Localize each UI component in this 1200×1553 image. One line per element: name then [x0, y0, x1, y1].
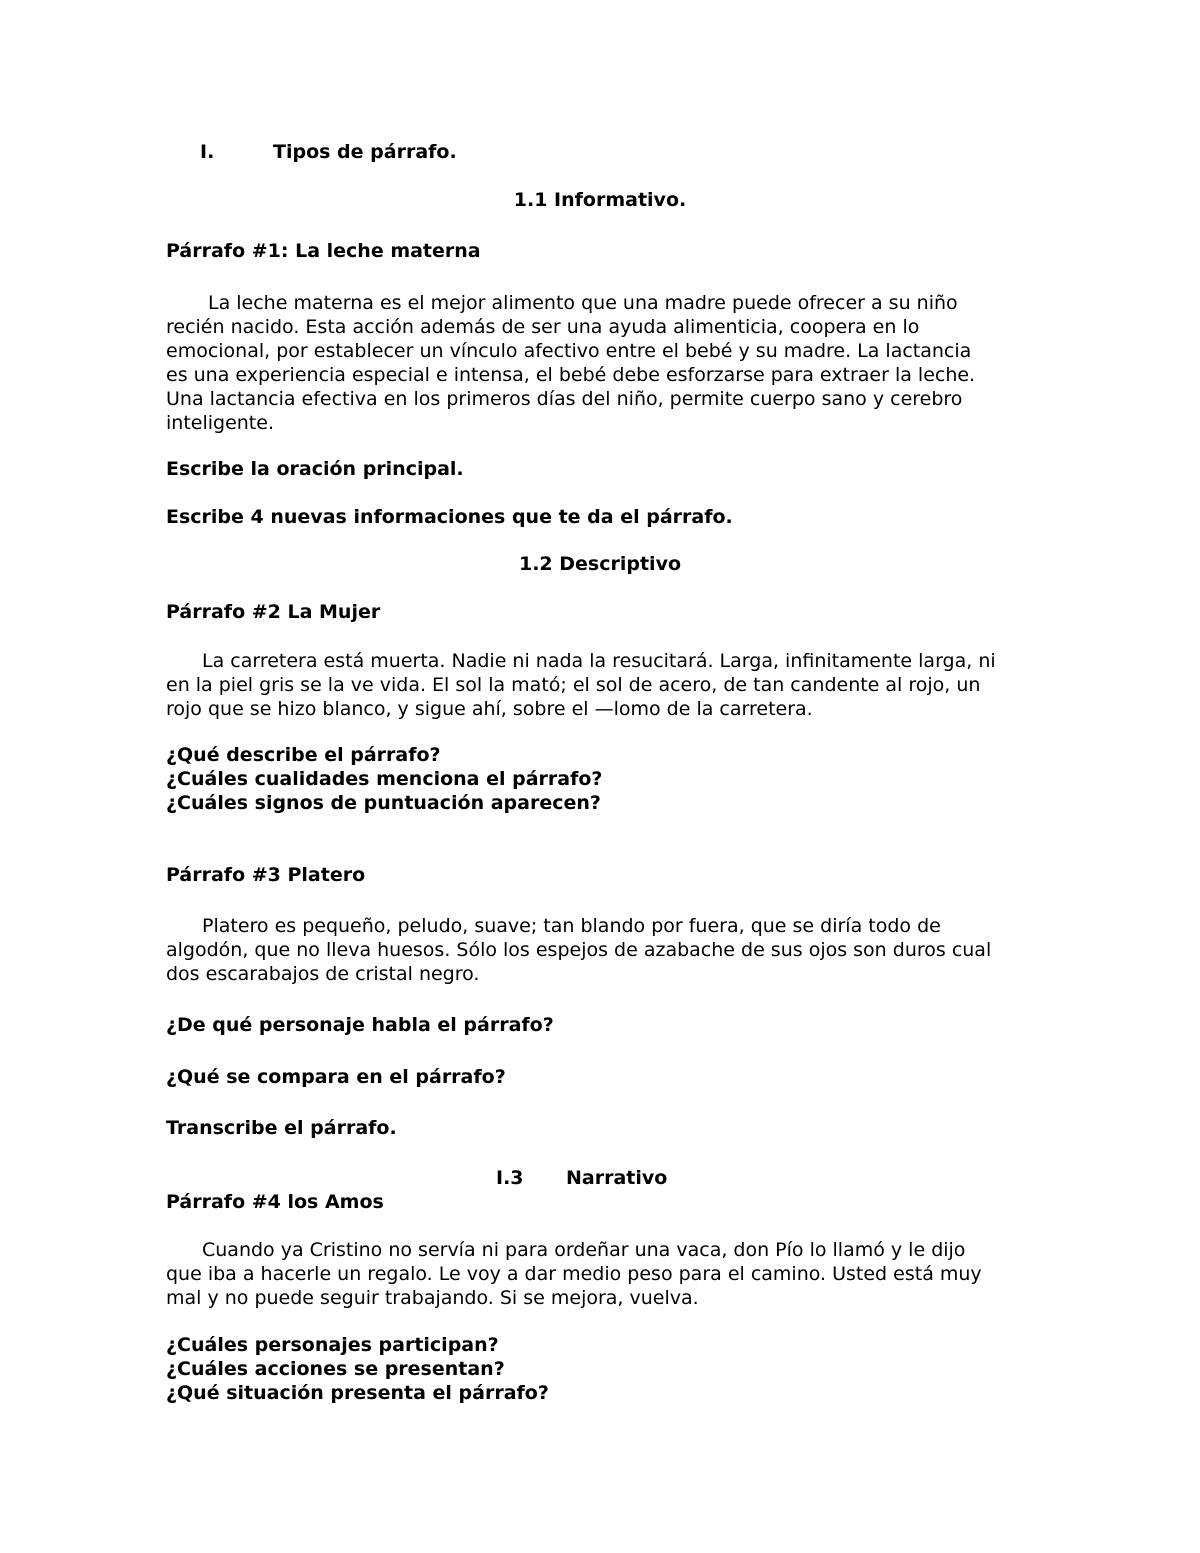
- paragraph-line: en la piel gris se la ve vida. El sol la mató; el sol de acero, de tan candente al rojo, un: [166, 674, 981, 696]
- paragraph-line: es una experiencia especial e intensa, el bebé debe esforzarse para extraer la leche.: [166, 364, 976, 386]
- section-title-descriptivo: 1.2 Descriptivo: [518, 553, 682, 575]
- paragraph-line: Cuando ya Cristino no servía ni para ordeñar una vaca, don Pío lo llamó y le dijo: [202, 1239, 966, 1261]
- question-comparison: ¿Qué se compara en el párrafo?: [166, 1066, 506, 1088]
- paragraph-line: emocional, por establecer un vínculo afectivo entre el bebé y su madre. La lactancia: [166, 340, 972, 362]
- section-title: Narrativo: [566, 1167, 668, 1189]
- question-new-information: Escribe 4 nuevas informaciones que te da el párrafo.: [166, 506, 733, 528]
- paragraph-line: que iba a hacerle un regalo. Le voy a dar medio peso para el camino. Usted está muy: [166, 1263, 982, 1285]
- paragraph-line: Una lactancia efectiva en los primeros días del niño, permite cuerpo sano y cerebro: [166, 388, 963, 410]
- paragraph-line: dos escarabajos de cristal negro.: [166, 963, 480, 985]
- paragraph-4-questions: [166, 1333, 1046, 1405]
- paragraph-1-body: [166, 291, 1046, 435]
- paragraph-line: inteligente.: [166, 412, 274, 434]
- question-item: ¿Cuáles personajes participan?: [166, 1334, 499, 1356]
- paragraph-1-title: Párrafo #1: La leche materna: [166, 240, 481, 262]
- section-title-informativo: 1.1 Informativo.: [513, 189, 687, 211]
- section-title-narrativo: [0, 1166, 1200, 1190]
- question-item: ¿Qué situación presenta el párrafo?: [166, 1382, 549, 1404]
- paragraph-4-body: [166, 1238, 1046, 1310]
- paragraph-4-title: Párrafo #4 los Amos: [166, 1191, 384, 1213]
- heading-title: Tipos de párrafo.: [273, 141, 457, 163]
- question-item: ¿Qué describe el párrafo?: [166, 744, 441, 766]
- paragraph-line: La carretera está muerta. Nadie ni nada la resucitará. Larga, infinitamente larga, ni: [202, 650, 996, 672]
- question-character: ¿De qué personaje habla el párrafo?: [166, 1014, 554, 1036]
- section-number: I.3: [496, 1167, 524, 1189]
- paragraph-line: rojo que se hizo blanco, y sigue ahí, sobre el —lomo de la carretera.: [166, 698, 813, 720]
- question-main-sentence: Escribe la oración principal.: [166, 458, 464, 480]
- paragraph-line: algodón, que no lleva huesos. Sólo los espejos de azabache de sus ojos son duros cual: [166, 939, 992, 961]
- paragraph-line: mal y no puede seguir trabajando. Si se mejora, vuelva.: [166, 1287, 699, 1309]
- paragraph-3-body: [166, 914, 1046, 986]
- main-heading: [0, 140, 1200, 164]
- paragraph-3-title: Párrafo #3 Platero: [166, 864, 366, 886]
- question-item: ¿Cuáles acciones se presentan?: [166, 1358, 505, 1380]
- paragraph-2-title: Párrafo #2 La Mujer: [166, 601, 381, 623]
- paragraph-line: La leche materna es el mejor alimento que una madre puede ofrecer a su niño: [208, 292, 958, 314]
- question-item: ¿Cuáles cualidades menciona el párrafo?: [166, 768, 603, 790]
- paragraph-line: recién nacido. Esta acción además de ser una ayuda alimenticia, coopera en lo: [166, 316, 920, 338]
- question-item: ¿Cuáles signos de puntuación aparecen?: [166, 792, 601, 814]
- heading-numeral: I.: [200, 141, 215, 163]
- paragraph-2-questions: [166, 743, 1046, 815]
- question-transcribe: Transcribe el párrafo.: [166, 1117, 397, 1139]
- paragraph-2-body: [166, 649, 1046, 721]
- paragraph-line: Platero es pequeño, peludo, suave; tan blando por fuera, que se diría todo de: [202, 915, 941, 937]
